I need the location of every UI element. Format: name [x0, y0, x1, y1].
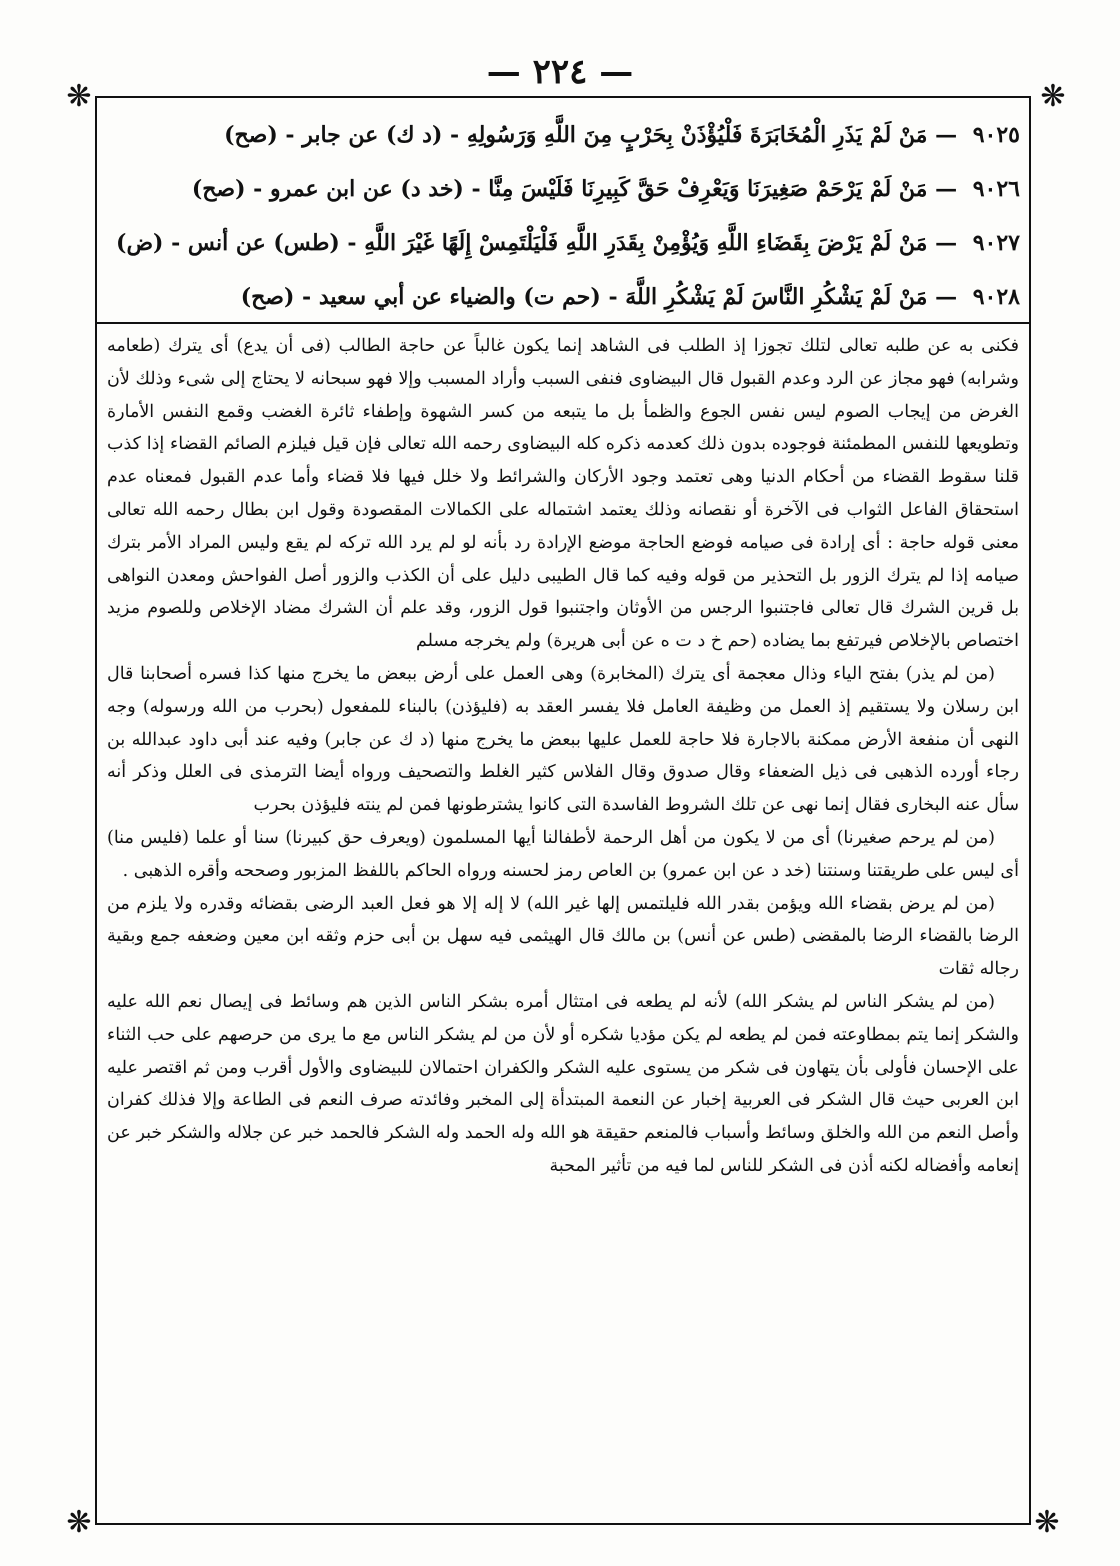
floral-ornament-icon: ❋ — [1040, 79, 1066, 114]
frame-top-rule — [95, 96, 1030, 98]
commentary-paragraph: (من لم يرحم صغيرنا) أى من لا يكون من أهل الرحمة لأطفالنا أيها المسلمون (ويعرف حق كبيرنا) سنا أو علما (فليس منا) أى ليس على طريقتنا وسنتنا (خد د عن ابن عمرو) بن العاص رمز لحسنه ورواه الحاكم باللفظ المزبور وصححه وأقره الذهبى . — [107, 827, 1019, 881]
page-number: — ٢٢٤ — — [486, 52, 634, 92]
frame-left-rule — [95, 96, 97, 1525]
commentary-paragraph: (من لم يرض بقضاء الله ويؤمن بقدر الله فليلتمس إلها غير الله) لا إله إلا هو فعل العبد الرضى بقضائه وقدره ولا يلزم من الرضا بالقضاء الرضا بالمقضى (طس عن أنس) بن مالك قال الهيثمى فيه سهل بن أبى حزم وثقه ابن معين وضعفه جمع وبقية رجاله ثقات — [107, 893, 1019, 980]
commentary-body — [107, 330, 1019, 1520]
hadith-text: مَنْ لَمْ يَرْحَمْ صَغِيرَنَا وَيَعْرِفْ حَقَّ كَبِيرِنَا فَلَيْسَ مِنَّا - (خد د) عن ابن عمرو - (صح) — [191, 176, 928, 202]
floral-ornament-icon: ❋ — [66, 79, 92, 114]
commentary-paragraph: (من لم يشكر الناس لم يشكر الله) لأنه لم يطعه فى امتثال أمره بشكر الناس الذين هم وسائط فى إيصال نعم الله عليه والشكر إنما يتم بمطاوعته فمن لم يطعه لم يكن مؤديا شكره أو لأن من لم يشكر الناس مع ما يرى من حرصهم على حب الثناء على الإحسان فأولى بأن يتهاون فى شكر من يستوى عليه الشكر والكفران احتمالان للبيضاوى والأول أقرب ومن ثم اقتصر عليه ابن العربى حيث قال الشكر فى العربية إخبار عن النعمة المبتدأة إلى المخبر وفائدته صرف النعم فى الطاعة وإلا فذلك كفران وأصل النعم من الله والخلق وسائط وأسباب فالمنعم حقيقة هو الله وله الحمد وله الشكر فالحمد خبر عن جلاله والشكر خبر عن إنعامه وأفضاله لكنه أذن فى الشكر للناس لما فيه من تأثير المحبة — [107, 991, 1019, 1176]
hadith-entry: ٩٠٢٧ — مَنْ لَمْ يَرْضَ بِقَضَاءِ اللَّهِ وَيُؤْمِنْ بِقَدَرِ اللَّهِ فَلْيَلْتَمِسْ إِلَهًا غَيْرَ اللَّهِ - (طس) عن أنس - (ض) — [116, 230, 1020, 256]
hadith-number: ٩٠٢٨ — [972, 284, 1020, 310]
hadith-entry: ٩٠٢٥ — مَنْ لَمْ يَذَرِ الْمُخَابَرَةَ فَلْيُؤْذَنْ بِحَرْبٍ مِنَ اللَّهِ وَرَسُولِهِ - (د ك) عن جابر - (صح) — [224, 122, 1020, 148]
commentary-paragraph: (من لم يذر) بفتح الياء وذال معجمة أى يترك (المخابرة) وهى العمل على أرض ببعض ما يخرج منها كذا فسره أصحابنا قال ابن رسلان ولا يستقيم إذ العمل من وظيفة العامل فلا يفسر العقد به (فليؤذن) بالبناء للمفعول (بحرب من الله ورسوله) وجه النهى أن منفعة الأرض ممكنة بالاجارة فلا حاجة للعمل عليها ببعض ما يخرج منها (د ك عن جابر) وفيه عند أبى داود عبدالله بن رجاء أورده الذهبى فى ذيل الضعفاء وقال صدوق وقال الفلاس كثير الغلط والتصحيف ورواه أيضا الترمذى فى العلل وذكر أنه سأل عنه البخارى فقال إنما نهى عن تلك الشروط الفاسدة التى كانوا يشترطونها فمن لم ينته فليؤذن بحرب — [107, 663, 1019, 816]
hadith-text: مَنْ لَمْ يَذَرِ الْمُخَابَرَةَ فَلْيُؤْذَنْ بِحَرْبٍ مِنَ اللَّهِ وَرَسُولِهِ - (د ك) عن جابر - (صح) — [224, 122, 928, 148]
frame-right-rule — [1029, 96, 1031, 1525]
floral-ornament-icon: ❋ — [1034, 1505, 1060, 1540]
hadith-number: ٩٠٢٧ — [972, 230, 1020, 256]
hadith-entry: ٩٠٢٨ — مَنْ لَمْ يَشْكُرِ النَّاسَ لَمْ يَشْكُرِ اللَّهَ - (حم ت) والضياء عن أبي سعيد - (صح) — [240, 284, 1020, 310]
commentary-paragraph: فكنى به عن طلبه تعالى لتلك تجوزا إذ الطلب فى الشاهد إنما يكون غالباً عن حاجة الطالب (فى أن يدع) أى يترك (طعامه وشرابه) فهو مجاز عن الرد وعدم القبول قال البيضاوى فنفى السبب وأراد المسبب وإلا فهو سبحانه لا يحتاج إلى شىء وذلك لأن الغرض من إيجاب الصوم ليس نفس الجوع والظمأ بل ما يتبعه من كسر الشهوة وإطفاء ثائرة الغضب وقمع النفس الأمارة وتطويعها للنفس المطمئنة فوجوده بدون ذلك كعدمه ذكره كله البيضاوى رحمه الله تعالى فإن قيل فيلزم الصائم القضاء إذا كذب قلنا سقوط القضاء من أحكام الدنيا وهى تعتمد وجود الأركان والشرائط ولا خلل فيها فلا قضاء وأما عدم القبول فمعناه عدم استحقاق الفاعل الثواب فى الآخرة أو نقصانه وذلك يعتمد اشتماله على الكمالات المقصودة وقول ابن بطال رحمه الله تعالى معنى قوله حاجة : أى إرادة فى صيامه فوضع الحاجة موضع الإرادة رد بأنه لو لم يرد الله تركه لم يقع وليس المراد الأمر بترك صيامه إذا لم يترك الزور بل التحذير من قوله وفيه كما قال الطيبى دليل على أن الكذب والزور أصل الفواحش ومعدن النواهى بل قرين الشرك قال تعالى فاجتنبوا الرجس من الأوثان واجتنبوا قول الزور، وقد علم أن الشرك مضاد الإخلاص وللصوم مزيد اختصاص بالإخلاص فيرتفع بما يضاده (حم خ د ت ه عن أبى هريرة) ولم يخرجه مسلم — [107, 336, 1019, 652]
hadith-list — [105, 108, 1020, 324]
hadith-text: مَنْ لَمْ يَشْكُرِ النَّاسَ لَمْ يَشْكُرِ اللَّهَ - (حم ت) والضياء عن أبي سعيد - (صح) — [240, 284, 928, 310]
hadith-number: ٩٠٢٦ — [972, 176, 1020, 202]
floral-ornament-icon: ❋ — [66, 1505, 92, 1540]
hadith-text: مَنْ لَمْ يَرْضَ بِقَضَاءِ اللَّهِ وَيُؤْمِنْ بِقَدَرِ اللَّهِ فَلْيَلْتَمِسْ إِلَهًا غَيْرَ اللَّهِ - (طس) عن أنس - (ض) — [116, 230, 928, 256]
frame-bottom-rule — [95, 1523, 1030, 1525]
hadith-number: ٩٠٢٥ — [972, 122, 1020, 148]
hadith-entry: ٩٠٢٦ — مَنْ لَمْ يَرْحَمْ صَغِيرَنَا وَيَعْرِفْ حَقَّ كَبِيرِنَا فَلَيْسَ مِنَّا - (خد د) عن ابن عمرو - (صح) — [191, 176, 1020, 202]
